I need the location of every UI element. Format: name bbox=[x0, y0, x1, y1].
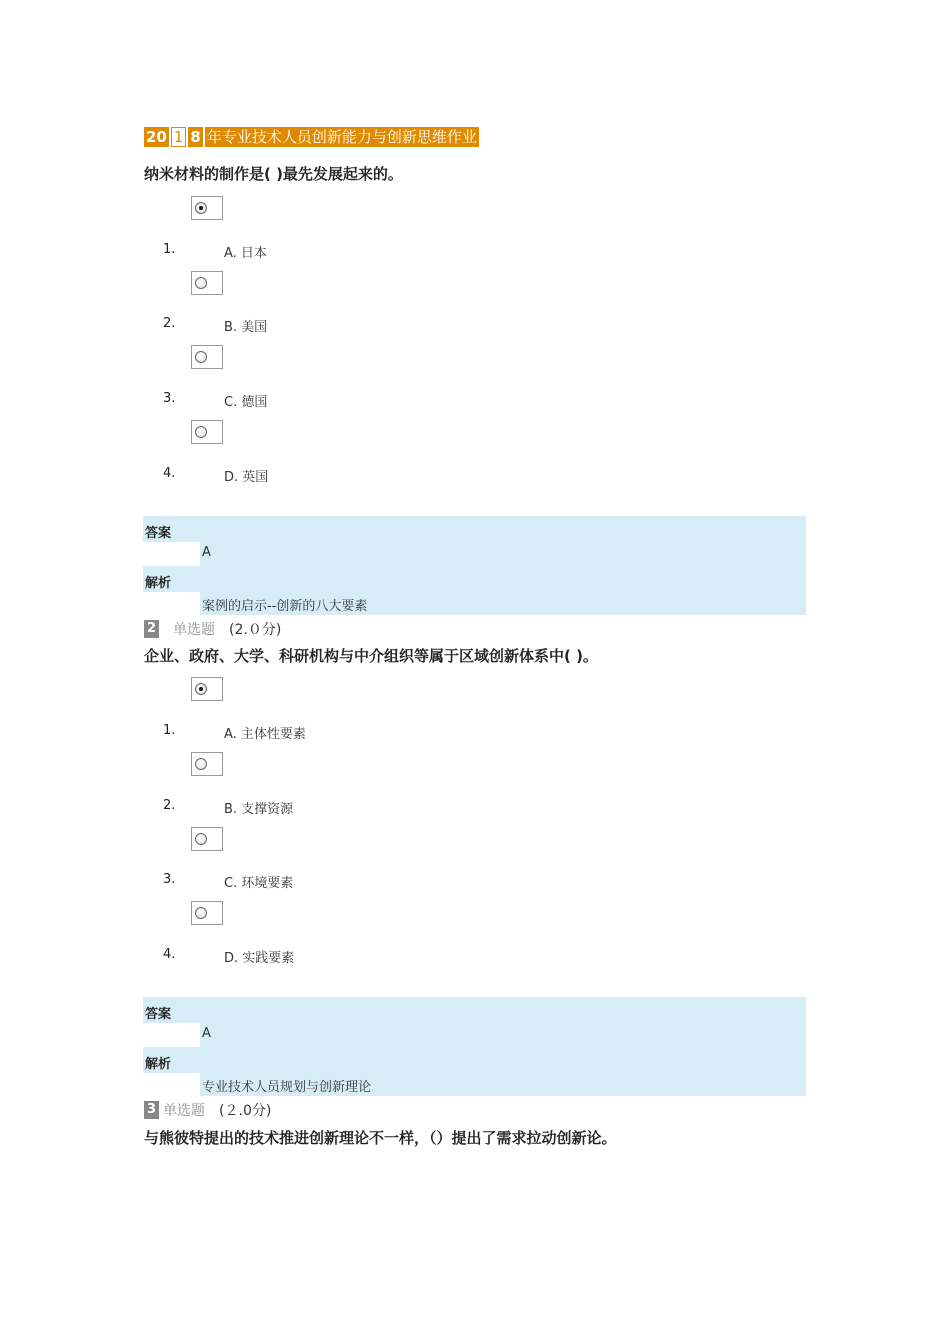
radio-checked-icon bbox=[195, 683, 207, 695]
title-segment: 20 bbox=[146, 128, 167, 146]
question-2-option-b-radio[interactable] bbox=[191, 752, 223, 776]
question-score: (2.０分) bbox=[229, 622, 282, 638]
question-number: 2 bbox=[144, 620, 159, 638]
option-label: C. 环境要素 bbox=[224, 876, 294, 891]
radio-unchecked-icon bbox=[195, 758, 207, 770]
option-label: B. 美国 bbox=[224, 320, 268, 335]
question-2-text: 企业、政府、大学、科研机构与中介组织等属于区域创新体系中( )。 bbox=[144, 647, 598, 665]
question-3-header bbox=[144, 1100, 271, 1120]
question-score: (２.0分) bbox=[219, 1103, 272, 1119]
radio-unchecked-icon bbox=[195, 833, 207, 845]
radio-unchecked-icon bbox=[195, 426, 207, 438]
option-number: 3. bbox=[163, 872, 176, 887]
question-number: 3 bbox=[144, 1101, 159, 1119]
analysis-label: 解析 bbox=[145, 1057, 172, 1072]
option-number: 1. bbox=[163, 723, 176, 738]
option-label: C. 德国 bbox=[224, 395, 268, 410]
question-1-option-a-radio[interactable] bbox=[191, 196, 223, 220]
question-1-option-d-radio[interactable] bbox=[191, 420, 223, 444]
radio-unchecked-icon bbox=[195, 907, 207, 919]
question-1-text: 纳米材料的制作是( )最先发展起来的。 bbox=[144, 165, 403, 183]
radio-checked-icon bbox=[195, 202, 207, 214]
option-number: 1. bbox=[163, 242, 176, 257]
option-number: 4. bbox=[163, 466, 176, 481]
answer-label: 答案 bbox=[145, 526, 172, 541]
answer-value: A bbox=[202, 545, 211, 560]
option-number: 3. bbox=[163, 391, 176, 406]
question-2-header bbox=[144, 619, 281, 639]
question-1-option-b-radio[interactable] bbox=[191, 271, 223, 295]
answer-panel bbox=[143, 997, 806, 1096]
analysis-value: 专业技术人员规划与创新理论 bbox=[202, 1080, 372, 1095]
document-title bbox=[144, 126, 481, 148]
question-3-text: 与熊彼特提出的技术推进创新理论不一样，（）提出了需求拉动创新论。 bbox=[144, 1129, 617, 1147]
question-2-option-c-radio[interactable] bbox=[191, 827, 223, 851]
option-number: 2. bbox=[163, 798, 176, 813]
option-label: A. 主体性要素 bbox=[224, 727, 306, 742]
analysis-label: 解析 bbox=[145, 576, 172, 591]
title-segment: 8 bbox=[190, 128, 201, 146]
answer-value: A bbox=[202, 1026, 211, 1041]
answer-label: 答案 bbox=[145, 1007, 172, 1022]
answer-panel bbox=[143, 516, 806, 615]
question-2-option-a-radio[interactable] bbox=[191, 677, 223, 701]
radio-unchecked-icon bbox=[195, 277, 207, 289]
radio-unchecked-icon bbox=[195, 351, 207, 363]
analysis-value: 案例的启示--创新的八大要素 bbox=[202, 599, 368, 614]
question-type: 单选题 bbox=[173, 622, 216, 638]
question-1-option-c-radio[interactable] bbox=[191, 345, 223, 369]
option-label: A. 日本 bbox=[224, 246, 267, 261]
question-2-option-d-radio[interactable] bbox=[191, 901, 223, 925]
option-label: D. 英国 bbox=[224, 470, 269, 485]
question-type: 单选题 bbox=[163, 1103, 206, 1119]
title-segment: 年专业技术人员创新能力与创新思维作业 bbox=[206, 128, 477, 146]
option-label: B. 支撑资源 bbox=[224, 802, 294, 817]
option-number: 4. bbox=[163, 947, 176, 962]
title-segment: 1 bbox=[171, 127, 187, 147]
option-number: 2. bbox=[163, 316, 176, 331]
option-label: D. 实践要素 bbox=[224, 951, 295, 966]
